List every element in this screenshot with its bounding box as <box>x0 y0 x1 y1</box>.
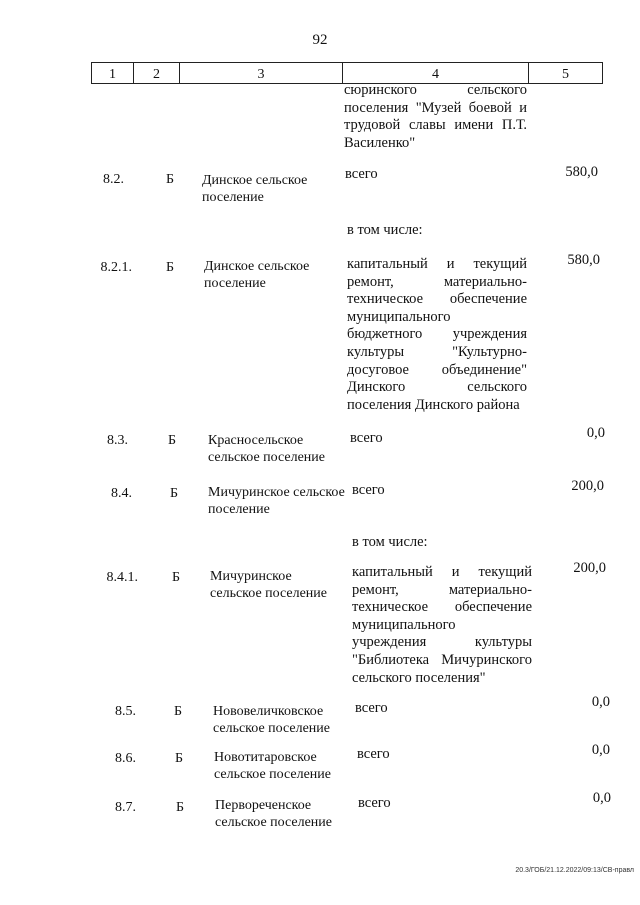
row-name: Первореченское сельское поселение <box>215 798 332 830</box>
row-name: Мичуринское сельское поселение <box>210 569 327 601</box>
row-number: 8.7. <box>115 800 136 815</box>
row-text: капитальный и текущий ремонт, материально-техническое обеспечение муниципального бюджетного учреждения культуры "Культурно-досуговое объединение" Динского сельского поселения Динского района <box>347 256 527 413</box>
row-number: 8.3. <box>107 433 128 448</box>
row-amount: 0,0 <box>592 790 611 806</box>
row-text: всего <box>345 166 378 182</box>
header-col-2: 2 <box>134 63 180 83</box>
row-name: Красносельское сельское поселение <box>208 433 325 465</box>
row-text: всего <box>357 746 390 762</box>
row-amount: 0,0 <box>586 425 605 441</box>
row-number: 8.4. <box>111 486 132 501</box>
row-amount: 0,0 <box>591 694 610 710</box>
row-group: Б <box>171 570 181 585</box>
page-number: 92 <box>312 32 328 48</box>
row-name: Новотитаровское сельское поселение <box>214 750 331 782</box>
row-text: всего <box>350 430 383 446</box>
row-group: Б <box>165 172 175 187</box>
row-name: Динское сельское поселение <box>204 259 310 291</box>
header-col-1: 1 <box>92 63 134 83</box>
row-amount: 0,0 <box>591 742 610 758</box>
row-amount: 580,0 <box>565 164 598 180</box>
row-name: Нововеличковское сельское поселение <box>213 704 330 736</box>
row-group: Б <box>167 433 177 448</box>
row-number: 8.4.1. <box>106 570 138 585</box>
row-text: всего <box>355 700 388 716</box>
row-group: Б <box>165 260 175 275</box>
row-number: 8.6. <box>115 751 136 766</box>
row-name: Мичуринское сельское поселение <box>208 485 345 517</box>
row-text: в том числе: <box>352 534 428 550</box>
row-text: всего <box>358 795 391 811</box>
row-amount: 200,0 <box>573 560 606 576</box>
row-amount: 580,0 <box>567 252 600 268</box>
row-group: Б <box>169 486 179 501</box>
row-group: Б <box>174 751 184 766</box>
header-col-5: 5 <box>562 67 569 82</box>
header-col-4: 4 <box>343 63 529 83</box>
continuation-text: сюринского сельского поселения "Музей боевой и трудовой славы имени П.Т. Василенко" <box>344 82 527 151</box>
row-group: Б <box>173 704 183 719</box>
row-amount: 200,0 <box>571 478 604 494</box>
row-text: всего <box>352 482 385 498</box>
row-text: в том числе: <box>347 222 423 238</box>
row-number: 8.5. <box>115 704 136 719</box>
row-number: 8.2.1. <box>100 260 132 275</box>
row-group: Б <box>175 800 185 815</box>
row-name: Динское сельское поселение <box>202 173 308 205</box>
row-text: капитальный и текущий ремонт, материально-техническое обеспечение муниципального учреждения культуры "Библиотека Мичуринского сельского поселения" <box>352 564 532 686</box>
document-footer-code: 20.3/ГОБ/21.12.2022/09:13/СВ-правл <box>515 867 634 874</box>
table-header <box>91 62 603 84</box>
header-col-3: 3 <box>180 63 343 83</box>
row-number: 8.2. <box>103 172 124 187</box>
